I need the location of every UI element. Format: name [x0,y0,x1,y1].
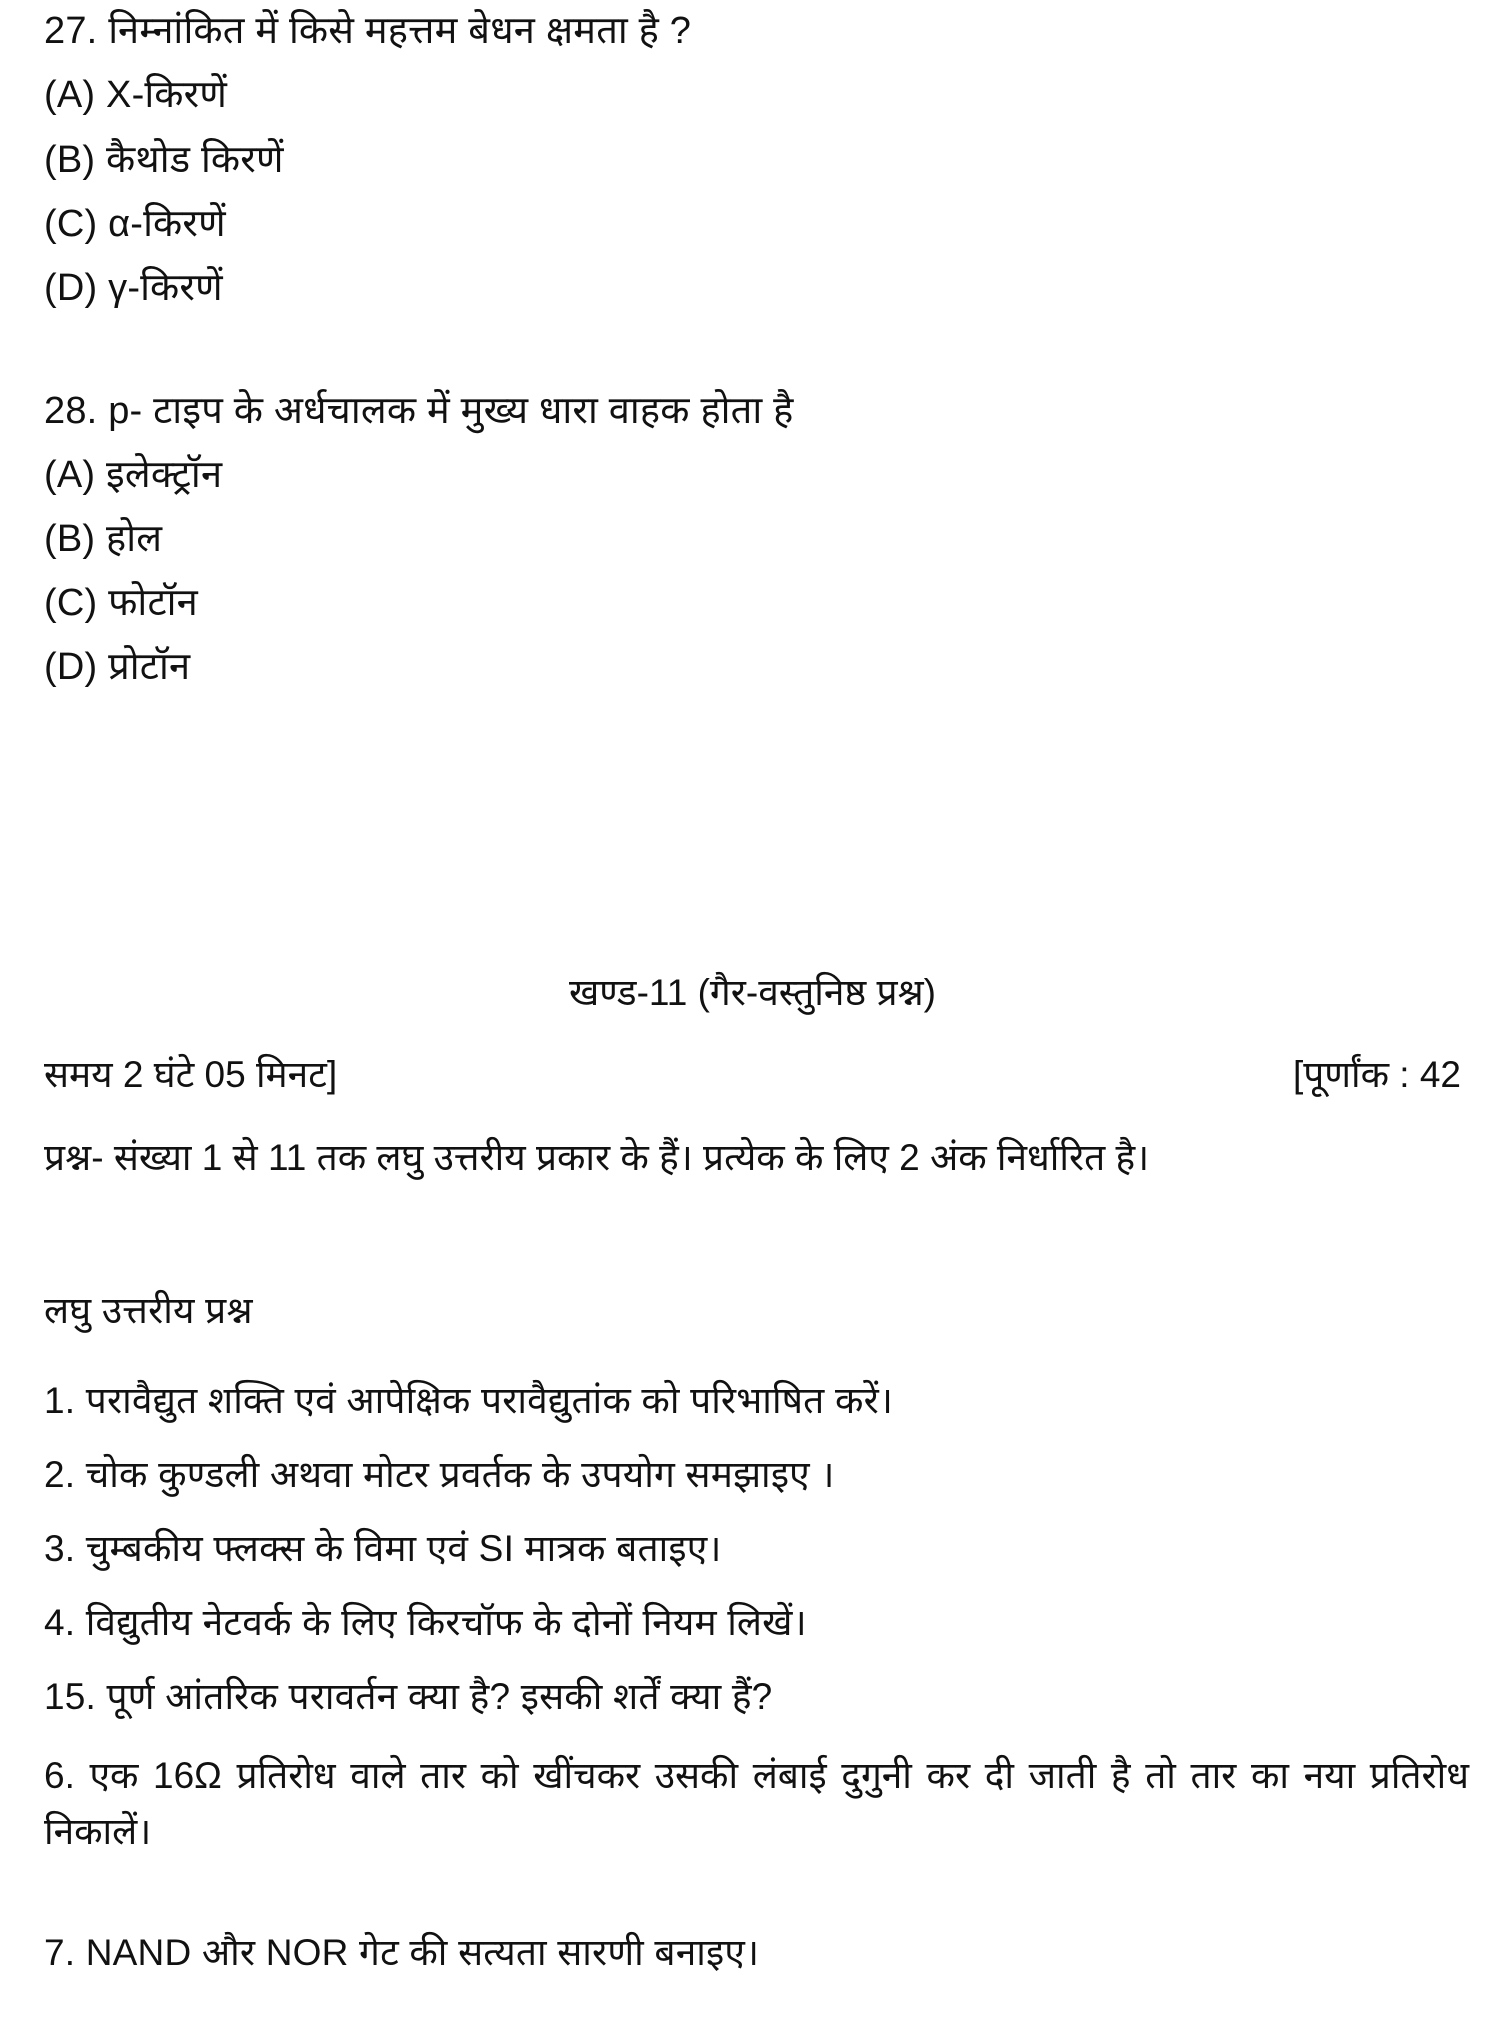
short-question-7-number: 7. [44,1932,76,1973]
option-label: (B) [44,518,96,560]
short-question-1-number: 1. [44,1380,76,1421]
short-question-4-text: विद्युतीय नेटवर्क के लिए किरचॉफ के दोनों नियम लिखें। [85,1602,807,1643]
short-question-3-text: चुम्बकीय फ्लक्स के विमा एवं SI मात्रक बताइए। [85,1528,722,1569]
question-28-option-c [44,580,198,628]
option-label: (A) [44,74,96,116]
section-title: खण्ड-11 (गैर-वस्तुनिष्ठ प्रश्न) [568,972,937,1013]
option-text: कैथोड किरणें [106,139,284,181]
question-27 [44,8,691,56]
question-28 [44,388,794,436]
question-28-number: 28. [44,390,98,432]
short-question-7-text: NAND और NOR गेट की सत्यता सारणी बनाइए। [85,1932,760,1973]
exam-full-marks-label: [पूर्णांक : 42 [1292,1054,1461,1095]
question-27-number: 27. [44,10,98,52]
option-text: X-किरणें [106,74,228,116]
short-question-2-number: 2. [44,1454,76,1495]
short-question-1-text: परावैद्युत शक्ति एवं आपेक्षिक परावैद्युतांक को परिभाषित करें। [85,1380,894,1421]
exam-meta-row [44,1047,1461,1098]
option-text: फोटॉन [108,582,198,624]
short-question-4-number: 4. [44,1602,76,1643]
option-text: α-किरणें [108,203,226,245]
short-question-2-text: चोक कुण्डली अथवा मोटर प्रवर्तक के उपयोग समझाइए । [85,1454,835,1495]
question-28-text: p- टाइप के अर्धचालक में मुख्य धारा वाहक होता है [108,390,794,432]
short-question-7 [44,1930,759,1976]
short-question-1 [44,1378,893,1424]
short-question-3 [44,1526,722,1572]
short-question-15 [44,1674,772,1720]
option-text: प्रोटॉन [108,646,191,688]
question-27-option-d [44,265,223,313]
question-28-option-d [44,644,190,692]
option-label: (C) [44,582,98,624]
short-question-6-text: एक 16Ω प्रतिरोध वाले तार को खींचकर उसकी लंबाई दुगुनी कर दी जाती है तो तार का नया प्रतिरोध निकालें। [44,1755,1469,1853]
short-question-15-text: पूर्ण आंतरिक परावर्तन क्या है? इसकी शर्तें क्या हैं? [106,1676,773,1717]
section-instruction: प्रश्न- संख्या 1 से 11 तक लघु उत्तरीय प्रकार के हैं। प्रत्येक के लिए 2 अंक निर्धारित है। [44,1137,1150,1178]
question-28-option-b [44,516,162,564]
option-label: (C) [44,203,98,245]
question-27-text: निम्नांकित में किसे महत्तम बेधन क्षमता है ? [108,10,692,52]
short-answer-subheading: लघु उत्तरीय प्रश्न [44,1290,253,1331]
short-question-15-number: 15. [44,1676,97,1717]
short-question-4 [44,1600,807,1646]
short-question-6 [44,1748,1469,1860]
option-label: (D) [44,267,98,309]
option-text: होल [106,518,163,560]
short-question-2 [44,1452,835,1498]
question-27-option-a [44,72,227,120]
question-27-option-b [44,137,284,185]
question-28-option-a [44,452,222,500]
option-label: (D) [44,646,98,688]
short-question-6-number: 6. [44,1755,75,1796]
option-text: इलेक्ट्रॉन [106,454,223,496]
question-27-option-c [44,201,226,249]
short-question-3-number: 3. [44,1528,76,1569]
exam-time-label: समय 2 घंटे 05 मिनट] [44,1054,338,1095]
option-label: (B) [44,139,96,181]
option-label: (A) [44,454,96,496]
option-text: γ-किरणें [108,267,223,309]
